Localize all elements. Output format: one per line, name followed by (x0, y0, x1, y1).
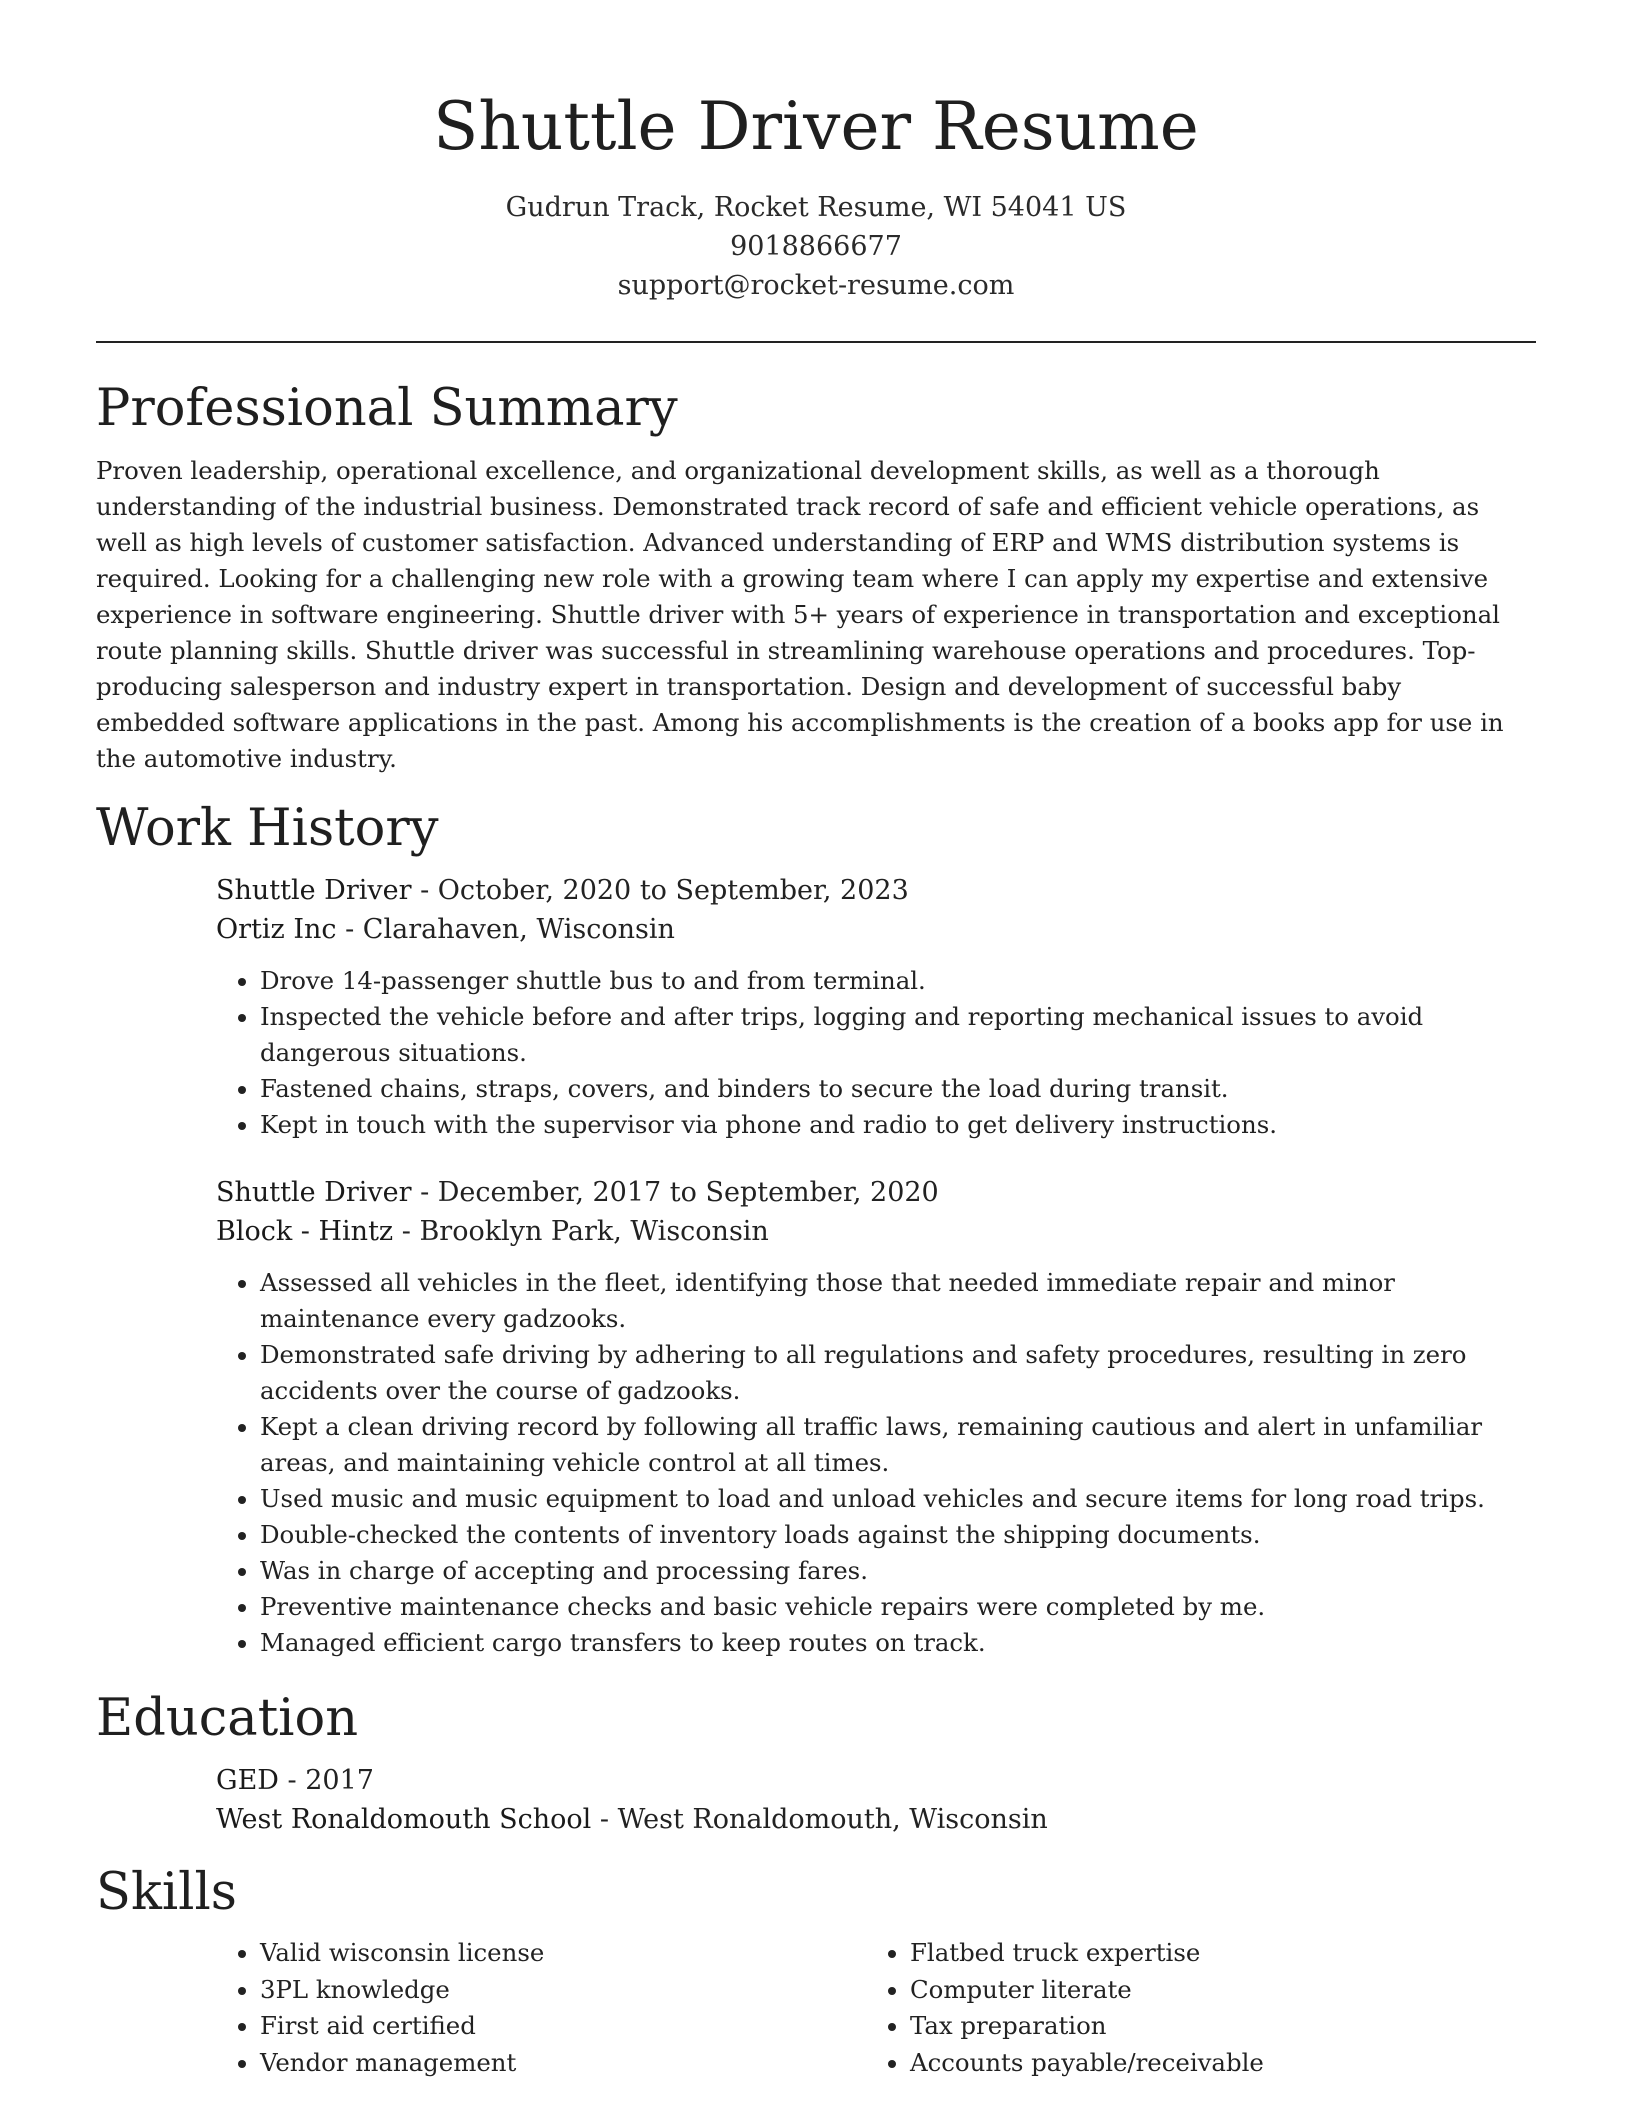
list-item: • Inspected the vehicle before and after trips, logging and reporting mechanical issues to avoid dangerous situations. (260, 999, 1536, 1071)
job-title-line (216, 1173, 1536, 1212)
list-item: • Flatbed truck expertise (910, 1935, 1516, 1972)
job-title-line (216, 871, 1536, 910)
education-entry (216, 1761, 1536, 1839)
work-history-heading: Work History (96, 799, 439, 858)
job-location: - Clarahaven, Wisconsin (336, 914, 675, 945)
list-item: • First aid certified (260, 2008, 866, 2045)
list-item: • Computer literate (910, 1972, 1516, 2009)
list-item: • Accounts payable/receivable (910, 2045, 1516, 2082)
list-item: • Kept in touch with the supervisor via phone and radio to get delivery instructions. (260, 1107, 1536, 1143)
list-item: • Vendor management (260, 2045, 866, 2082)
list-item: • Valid wisconsin license (260, 1935, 866, 1972)
skills-grid (216, 1935, 1536, 2081)
job-location: - Brooklyn Park, Wisconsin (393, 1216, 769, 1247)
header-divider (96, 341, 1536, 343)
list-item: • Preventive maintenance checks and basic vehicle repairs were completed by me. (260, 1589, 1536, 1625)
work-history-section (96, 797, 1536, 1661)
skills-column-right (866, 1935, 1516, 2081)
job-company-line (216, 1212, 1536, 1251)
skills-list (866, 1935, 1516, 2081)
contact-block (96, 188, 1536, 305)
degree-line (216, 1761, 1536, 1800)
skills-heading: Skills (96, 1863, 237, 1922)
list-item: • Assessed all vehicles in the fleet, identifying those that needed immediate repair and minor maintenance every gadzooks. (260, 1265, 1536, 1337)
list-item: • Was in charge of accepting and processing fares. (260, 1553, 1536, 1589)
list-item: • Drove 14-passenger shuttle bus to and from terminal. (260, 963, 1536, 999)
school-name: West Ronaldomouth School (216, 1804, 592, 1835)
job-company: Ortiz Inc (216, 914, 337, 945)
list-item: • Double-checked the contents of inventory loads against the shipping documents. (260, 1517, 1536, 1553)
skills-column-left (216, 1935, 866, 2081)
education-section (96, 1687, 1536, 1839)
contact-phone: 9018866677 (730, 231, 902, 262)
job-entry (216, 871, 1536, 1143)
list-item: • 3PL knowledge (260, 1972, 866, 2009)
school-location: - West Ronaldomouth, Wisconsin (591, 1804, 1048, 1835)
list-item: • Managed efficient cargo transfers to keep routes on track. (260, 1625, 1536, 1661)
job-title: Shuttle Driver (216, 875, 412, 906)
summary-text: Proven leadership, operational excellence, and organizational development skills, as well as a thorough understanding of the industrial business. Demonstrated track record of safe and efficient vehicle operations, as well as high levels of customer satisfaction. Advanced understanding of ERP and WMS distribution systems is required. Looking for a challenging new role with a growing team where I can apply my expertise and extensive experience in software engineering. Shuttle driver with 5+ years of experience in transportation and exceptional route planning skills. Shuttle driver was successful in streamlining warehouse operations and procedures. Top-producing salesperson and industry expert in transportation. Design and development of successful baby embedded software applications in the past. Among his accomplishments is the creation of a books app for use in the automotive industry. (96, 456, 1504, 773)
job-duties (216, 963, 1536, 1143)
education-heading: Education (96, 1689, 359, 1748)
list-item: • Tax preparation (910, 2008, 1516, 2045)
summary-heading: Professional Summary (96, 379, 678, 438)
summary-section (96, 377, 1536, 777)
contact-address: Gudrun Track, Rocket Resume, WI 54041 US (505, 192, 1127, 223)
contact-email: support@rocket-resume.com (617, 270, 1015, 301)
job-dates: - December, 2017 to September, 2020 (411, 1177, 939, 1208)
job-duties (216, 1265, 1536, 1661)
job-company-line (216, 910, 1536, 949)
list-item: • Fastened chains, straps, covers, and binders to secure the load during transit. (260, 1071, 1536, 1107)
job-dates: - October, 2020 to September, 2023 (411, 875, 909, 906)
list-item: • Demonstrated safe driving by adhering to all regulations and safety procedures, resulting in zero accidents over the course of gadzooks. (260, 1337, 1536, 1409)
job-company: Block - Hintz (216, 1216, 394, 1247)
job-title: Shuttle Driver (216, 1177, 412, 1208)
skills-list (216, 1935, 866, 2081)
list-item: • Used music and music equipment to load and unload vehicles and secure items for long road trips. (260, 1481, 1536, 1517)
degree-year: - 2017 (278, 1765, 374, 1796)
job-entry (216, 1173, 1536, 1661)
list-item: • Kept a clean driving record by following all traffic laws, remaining cautious and alert in unfamiliar areas, and maintaining vehicle control at all times. (260, 1409, 1536, 1481)
skills-section (96, 1861, 1536, 2081)
degree: GED (216, 1765, 279, 1796)
school-line (216, 1800, 1536, 1839)
resume-page (96, 0, 1536, 2081)
resume-title: Shuttle Driver Resume (433, 88, 1199, 165)
